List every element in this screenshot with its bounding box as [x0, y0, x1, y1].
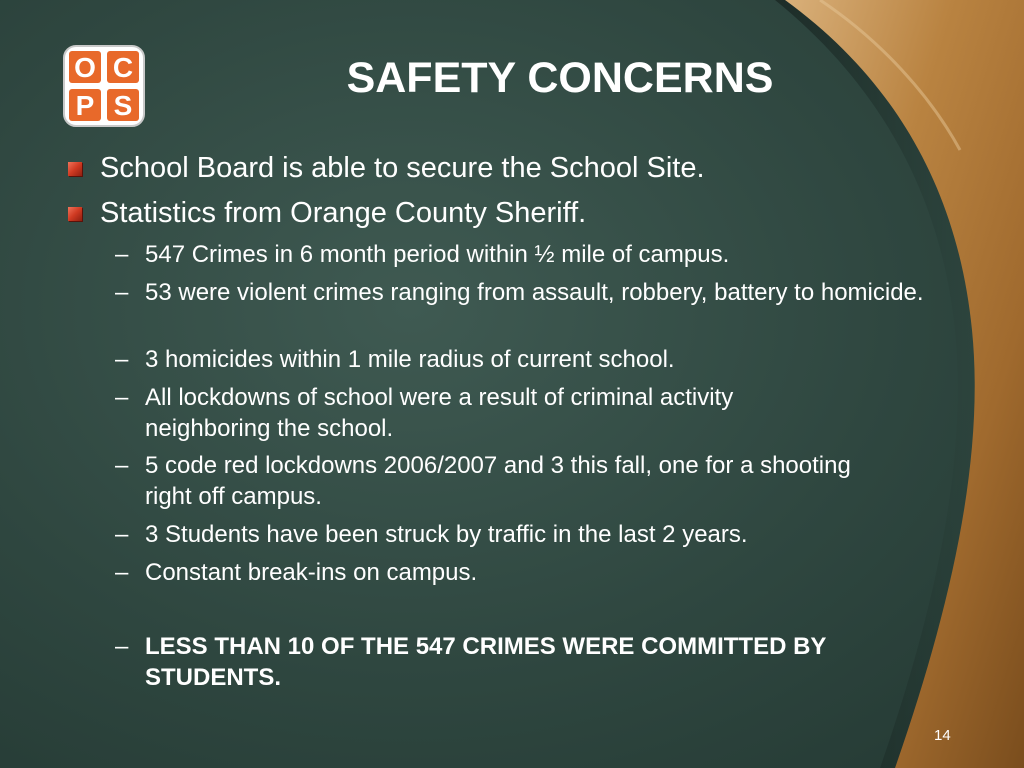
sub-item: 3 Students have been struck by traffic in the last 2 years. [145, 521, 748, 548]
sub-item: 5 code red lockdowns 2006/2007 and 3 this fall, one for a shooting right off campus. [145, 452, 851, 510]
sub-item: Constant break-ins on campus. [145, 559, 478, 586]
bullet-item: School Board is able to secure the School Site. [100, 152, 705, 184]
page-number: 14 [934, 727, 951, 744]
dash-marker: – [115, 521, 129, 548]
bullet-item: Statistics from Orange County Sheriff. [100, 197, 587, 229]
dash-marker: – [115, 346, 129, 373]
dash-marker: – [115, 384, 129, 411]
sub-item: All lockdowns of school were a result of criminal activity neighboring the school. [145, 384, 734, 442]
logo-letter-p: P [75, 90, 95, 121]
dash-marker: – [115, 241, 129, 268]
emphasis-item: LESS THAN 10 OF THE 547 CRIMES WERE COMMITTED BY STUDENTS. [145, 633, 826, 691]
sub-item: 3 homicides within 1 mile radius of current school. [145, 346, 675, 373]
dash-marker: – [115, 559, 129, 586]
dash-marker: – [115, 633, 129, 660]
dash-marker: – [115, 279, 129, 306]
sub-item: 547 Crimes in 6 month period within ½ mile of campus. [145, 241, 730, 268]
logo-letter-o: O [74, 52, 96, 83]
bullet-square-icon [68, 162, 82, 176]
bullet-square-icon [68, 207, 82, 221]
logo-letter-s: S [113, 90, 133, 121]
sub-item: 53 were violent crimes ranging from assault, robbery, battery to homicide. [145, 279, 924, 306]
slide-title: SAFETY CONCERNS [346, 54, 774, 102]
logo-letter-c: C [112, 52, 134, 83]
dash-marker: – [115, 452, 129, 479]
